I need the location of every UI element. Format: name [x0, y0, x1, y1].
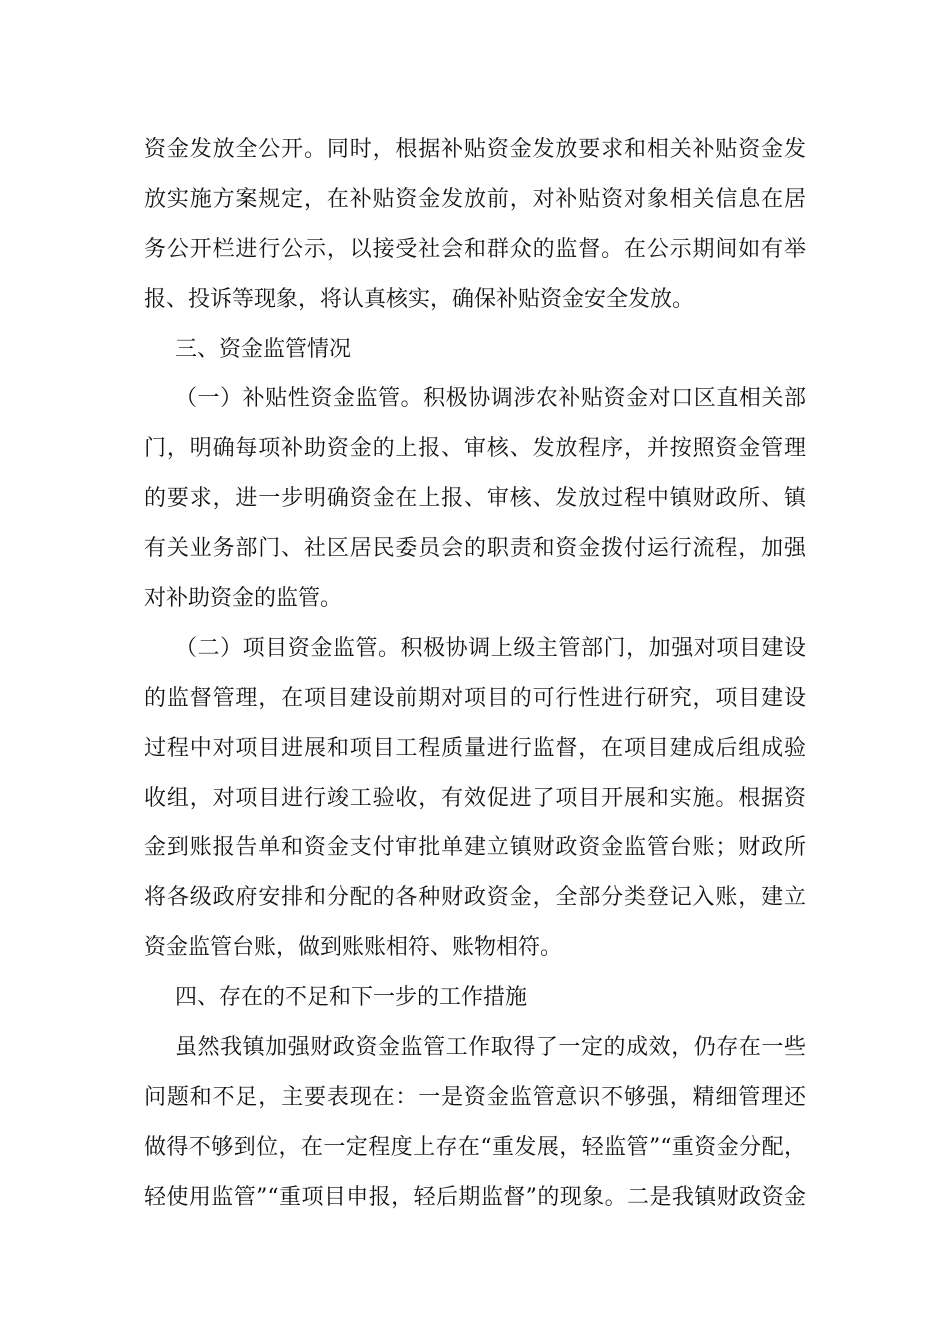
- text-line: 问题和不足，主要表现在：一是资金监管意识不够强，精细管理还: [144, 1084, 806, 1110]
- section-heading: 三、资金监管情况: [175, 336, 352, 362]
- text-line: 收组，对项目进行竣工验收，有效促进了项目开展和实施。根据资: [144, 785, 806, 811]
- text-line: 轻使用监管”“重项目申报，轻后期监督”的现象。二是我镇财政资金: [144, 1184, 806, 1210]
- section-heading: 四、存在的不足和下一步的工作措施: [175, 985, 528, 1011]
- document-page: [144, 125, 806, 1223]
- text-line: 有关业务部门、社区居民委员会的职责和资金拨付运行流程，加强: [144, 536, 806, 562]
- text-line: 报、投诉等现象，将认真核实，确保补贴资金安全发放。: [144, 286, 695, 312]
- text-line: 放实施方案规定，在补贴资金发放前，对补贴资对象相关信息在居: [144, 186, 806, 212]
- text-line: 的监督管理，在项目建设前期对项目的可行性进行研究，项目建设: [144, 685, 806, 711]
- text-line: 过程中对项目进展和项目工程质量进行监督，在项目建成后组成验: [144, 735, 806, 761]
- text-line: 门，明确每项补助资金的上报、审核、发放程序，并按照资金管理: [144, 436, 806, 462]
- text-line: 资金发放全公开。同时，根据补贴资金发放要求和相关补贴资金发: [144, 137, 806, 162]
- text-line: 做得不够到位，在一定程度上存在“重发展，轻监管”“重资金分配，: [144, 1134, 806, 1160]
- text-line: 虽然我镇加强财政资金监管工作取得了一定的成效，仍存在一些: [175, 1035, 806, 1061]
- text-line: 的要求，进一步明确资金在上报、审核、发放过程中镇财政所、镇: [144, 486, 806, 512]
- text-line: 务公开栏进行公示，以接受社会和群众的监督。在公示期间如有举: [144, 236, 806, 262]
- text-line: 对补助资金的监管。: [144, 586, 343, 612]
- text-line: （二）项目资金监管。积极协调上级主管部门，加强对项目建设: [175, 635, 806, 661]
- text-line: （一）补贴性资金监管。积极协调涉农补贴资金对口区直相关部: [175, 386, 806, 412]
- text-line: 金到账报告单和资金支付审批单建立镇财政资金监管台账；财政所: [144, 835, 806, 861]
- text-line: 将各级政府安排和分配的各种财政资金，全部分类登记入账，建立: [144, 885, 806, 911]
- text-line: 资金监管台账，做到账账相符、账物相符。: [144, 935, 563, 961]
